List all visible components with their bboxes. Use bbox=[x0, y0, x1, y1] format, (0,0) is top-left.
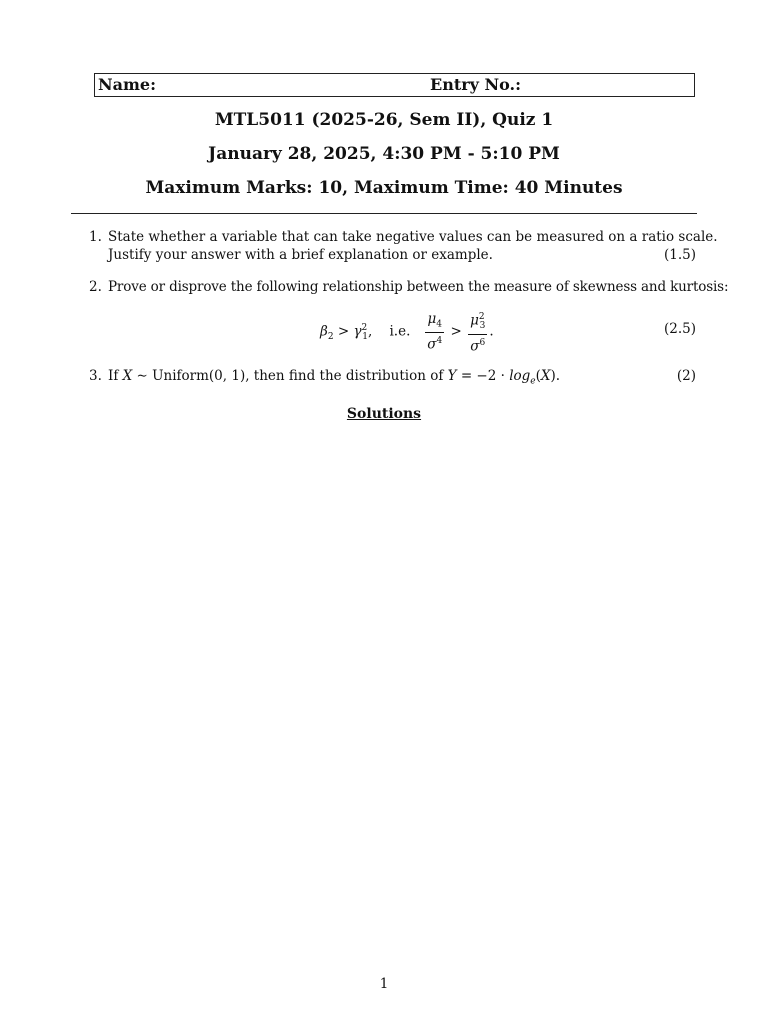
question-number: 3. bbox=[89, 368, 102, 384]
beta-symbol: β bbox=[320, 323, 328, 340]
question-text-line1: Prove or disprove the following relationship between the measure of skewness and kurtosis: bbox=[108, 279, 729, 295]
question-marks: (1.5) bbox=[663, 247, 696, 263]
eq-comma: , bbox=[368, 323, 373, 340]
name-entry-box bbox=[94, 73, 695, 97]
question-text-line1: State whether a variable that can take negative values can be measured on a ratio scale. bbox=[108, 229, 718, 245]
solutions-heading: Solutions bbox=[346, 406, 422, 422]
mu-superscript: 2 bbox=[478, 312, 485, 322]
question-marks: (2.5) bbox=[663, 321, 696, 337]
ie-text: i.e. bbox=[389, 323, 411, 340]
name-label: Name: bbox=[98, 75, 157, 94]
beta-subscript: 2 bbox=[327, 332, 334, 343]
question-text: If X ∼ Uniform(0, 1), then find the distribution of $Y = -2 \cdot \log_e(X)$. bbox=[108, 368, 561, 387]
eq-period: . bbox=[489, 323, 494, 340]
question-text-line2: Justify your answer with a brief explanation or example. bbox=[108, 247, 493, 263]
header-divider bbox=[71, 213, 697, 214]
mu-symbol: μ bbox=[427, 310, 437, 327]
quiz-marks-time: Maximum Marks: 10, Maximum Time: 40 Minutes bbox=[145, 178, 623, 198]
question-number: 1. bbox=[89, 229, 102, 245]
skewness-kurtosis-equation bbox=[320, 309, 494, 355]
gamma-subscript: 1 bbox=[362, 332, 368, 343]
entry-number-label: Entry No.: bbox=[430, 75, 522, 94]
fraction-mu3sq-sigma6 bbox=[468, 309, 487, 355]
quiz-date: January 28, 2025, 4:30 PM - 5:10 PM bbox=[208, 144, 560, 164]
sigma-symbol: σ bbox=[470, 338, 480, 355]
greater-than: > bbox=[450, 323, 462, 340]
sigma-superscript: 6 bbox=[479, 338, 486, 349]
mu-subscript: 4 bbox=[436, 319, 442, 330]
mu-subscript: 3 bbox=[479, 321, 486, 332]
sigma-superscript: 4 bbox=[436, 336, 443, 347]
mu-symbol: μ bbox=[470, 312, 479, 329]
fraction-mu4-sigma4 bbox=[425, 311, 444, 353]
gamma-superscript: 2 bbox=[361, 322, 368, 333]
gamma-symbol: γ bbox=[353, 323, 362, 340]
course-title: MTL5011 (2025-26, Sem II), Quiz 1 bbox=[214, 110, 554, 130]
page-number: 1 bbox=[379, 976, 389, 992]
question-number: 2. bbox=[89, 279, 102, 295]
greater-than: > bbox=[337, 323, 350, 340]
sigma-symbol: σ bbox=[427, 336, 437, 353]
question-marks: (2) bbox=[676, 368, 696, 384]
